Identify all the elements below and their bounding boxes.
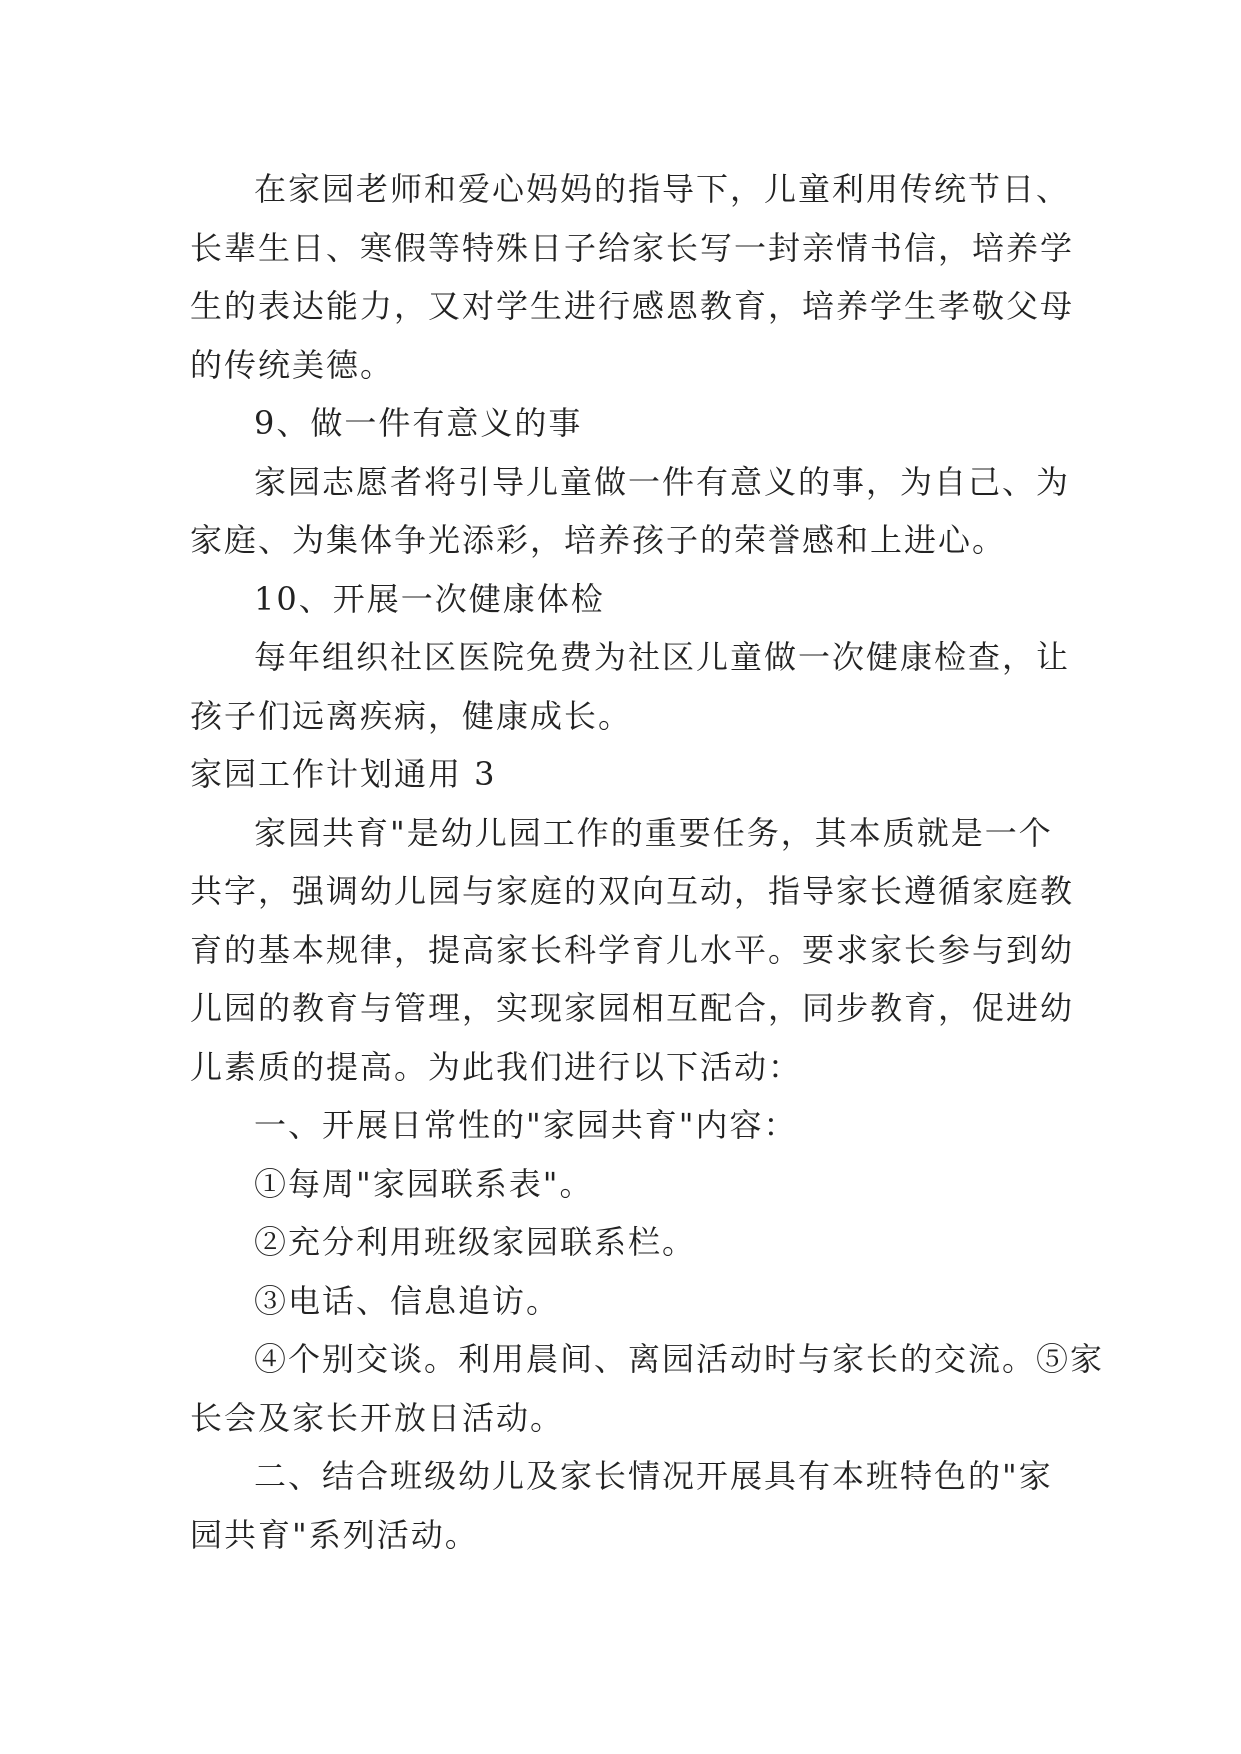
paragraph-line: 每年组织社区医院免费为社区儿童做一次健康检查，让 xyxy=(254,638,1071,676)
section-heading: 二、结合班级幼儿及家长情况开展具有本班特色的"家 xyxy=(254,1457,1053,1495)
paragraph-line: 儿园的教育与管理，实现家园相互配合，同步教育，促进幼 xyxy=(190,989,1075,1027)
list-item: ②充分利用班级家园联系栏。 xyxy=(254,1223,697,1261)
list-item: ③电话、信息追访。 xyxy=(254,1281,561,1320)
paragraph-line: 长辈生日、寒假等特殊日子给家长写一封亲情书信，培养学 xyxy=(190,228,1075,267)
list-item: ④个别交谈。利用晨间、离园活动时与家长的交流。⑤家 xyxy=(254,1340,1105,1378)
list-item: ①每周"家园联系表"。 xyxy=(254,1164,594,1203)
paragraph-line: 共字，强调幼儿园与家庭的双向互动，指导家长遵循家庭教 xyxy=(190,872,1075,910)
document-title: 家园工作计划通用 3 xyxy=(190,755,497,793)
paragraph-line: 在家园老师和爱心妈妈的指导下，儿童利用传统节日、 xyxy=(254,170,1071,208)
document-body xyxy=(190,160,1105,1564)
section-heading: 10、开展一次健康体检 xyxy=(254,579,605,618)
section-heading: 一、开展日常性的"家园共育"内容： xyxy=(254,1106,798,1144)
paragraph-line: 园共育"系列活动。 xyxy=(190,1515,479,1554)
paragraph-line: 育的基本规律，提高家长科学育儿水平。要求家长参与到幼 xyxy=(190,930,1075,969)
paragraph-line: 家园志愿者将引导儿童做一件有意义的事，为自己、为 xyxy=(254,462,1071,501)
paragraph-line: 生的表达能力，又对学生进行感恩教育，培养学生孝敬父母 xyxy=(190,287,1075,325)
paragraph-line: 的传统美德。 xyxy=(190,345,395,384)
section-heading: 9、做一件有意义的事 xyxy=(254,404,583,442)
paragraph-line: 家庭、为集体争光添彩，培养孩子的荣誉感和上进心。 xyxy=(190,521,1007,559)
paragraph-line: 儿素质的提高。为此我们进行以下活动： xyxy=(190,1047,803,1086)
paragraph-line: 孩子们远离疾病，健康成长。 xyxy=(190,696,633,735)
paragraph-line: 家园共育"是幼儿园工作的重要任务，其本质就是一个 xyxy=(254,813,1053,852)
list-item: 长会及家长开放日活动。 xyxy=(190,1398,565,1437)
